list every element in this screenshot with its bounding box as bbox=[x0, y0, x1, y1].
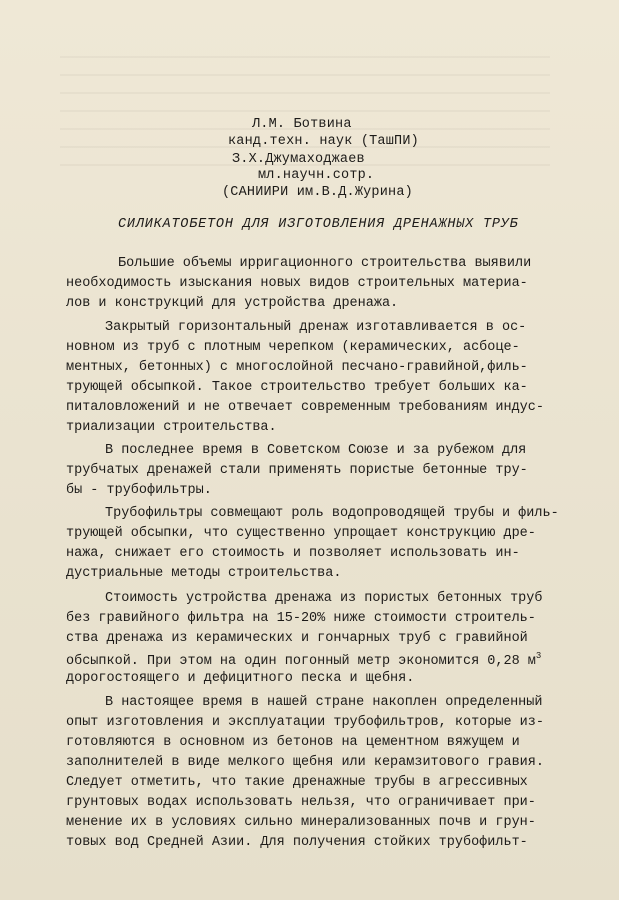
text-line: менение их в условиях сильно минерализованных почв и грун- bbox=[66, 815, 536, 830]
text-line: трубчатых дренажей стали применять пористые бетонные тру- bbox=[66, 463, 528, 478]
text-line: бы - трубофильтры. bbox=[66, 483, 212, 498]
superscript: 3 bbox=[535, 651, 542, 661]
text-line: без гравийного фильтра на 15-20% ниже стоимости строитель- bbox=[66, 611, 536, 626]
text-line-content: обсыпкой. При этом на один погонный метр экономится 0,28 м bbox=[66, 654, 536, 669]
institute: (САНИИРИ им.В.Д.Журина) bbox=[222, 185, 413, 200]
text-line: Следует отметить, что такие дренажные трубы в агрессивных bbox=[66, 775, 528, 790]
author1-title: канд.техн. наук (ТашПИ) bbox=[228, 134, 419, 149]
text-line: трующей обсыпкой. Такое строительство требует больших ка- bbox=[66, 380, 528, 395]
text-line: Закрытый горизонтальный дренаж изготавливается в ос- bbox=[105, 320, 527, 335]
text-line: грунтовых водах использовать нельзя, что ограничивает при- bbox=[66, 795, 536, 810]
text-line: лов и конструкций для устройства дренажа. bbox=[66, 296, 399, 311]
text-line: Большие объемы ирригационного строительства выявили bbox=[118, 256, 532, 271]
text-line: В последнее время в Советском Союзе и за рубежом для bbox=[105, 443, 527, 458]
text-line: заполнителей в виде мелкого щебня или керамзитового гравия. bbox=[66, 755, 544, 770]
text-line: готовляются в основном из бетонов на цементном вяжущем и bbox=[66, 735, 520, 750]
text-line: опыт изготовления и эксплуатации трубофильтров, которые из- bbox=[66, 715, 544, 730]
text-line: В настоящее время в нашей стране накоплен определенный bbox=[105, 695, 543, 710]
text-line: Стоимость устройства дренажа из пористых бетонных труб bbox=[105, 591, 543, 606]
text-line: дустриальные методы строительства. bbox=[66, 566, 342, 581]
text-line: Трубофильтры совмещают роль водопроводящей трубы и филь- bbox=[105, 506, 559, 521]
article-title: СИЛИКАТОБЕТОН ДЛЯ ИЗГОТОВЛЕНИЯ ДРЕНАЖНЫХ ТРУБ bbox=[118, 217, 519, 232]
text-line: дорогостоящего и дефицитного песка и щебня. bbox=[66, 671, 415, 686]
text-line: товых вод Средней Азии. Для получения стойких трубофильт- bbox=[66, 835, 528, 850]
text-line: нажа, снижает его стоимость и позволяет использовать ин- bbox=[66, 546, 520, 561]
author2-title: мл.научн.сотр. bbox=[258, 168, 375, 183]
text-line: питаловложений и не отвечает современным требованиям индус- bbox=[66, 400, 544, 415]
author1-name: Л.М. Ботвина bbox=[252, 117, 352, 132]
text-line: необходимость изыскания новых видов строительных материа- bbox=[66, 276, 528, 291]
text-line bbox=[66, 651, 541, 669]
text-line: триализации строительства. bbox=[66, 420, 277, 435]
author2-name: З.Х.Джумаходжаев bbox=[232, 152, 365, 167]
text-line: ментных, бетонных) с многослойной песчано-гравийной,филь- bbox=[66, 360, 528, 375]
text-line: новном из труб с плотным черепком (керамических, асбоце- bbox=[66, 340, 520, 355]
text-line: ства дренажа из керамических и гончарных труб с гравийной bbox=[66, 631, 528, 646]
text-line: трующей обсыпки, что существенно упрощает конструкцию дре- bbox=[66, 526, 536, 541]
